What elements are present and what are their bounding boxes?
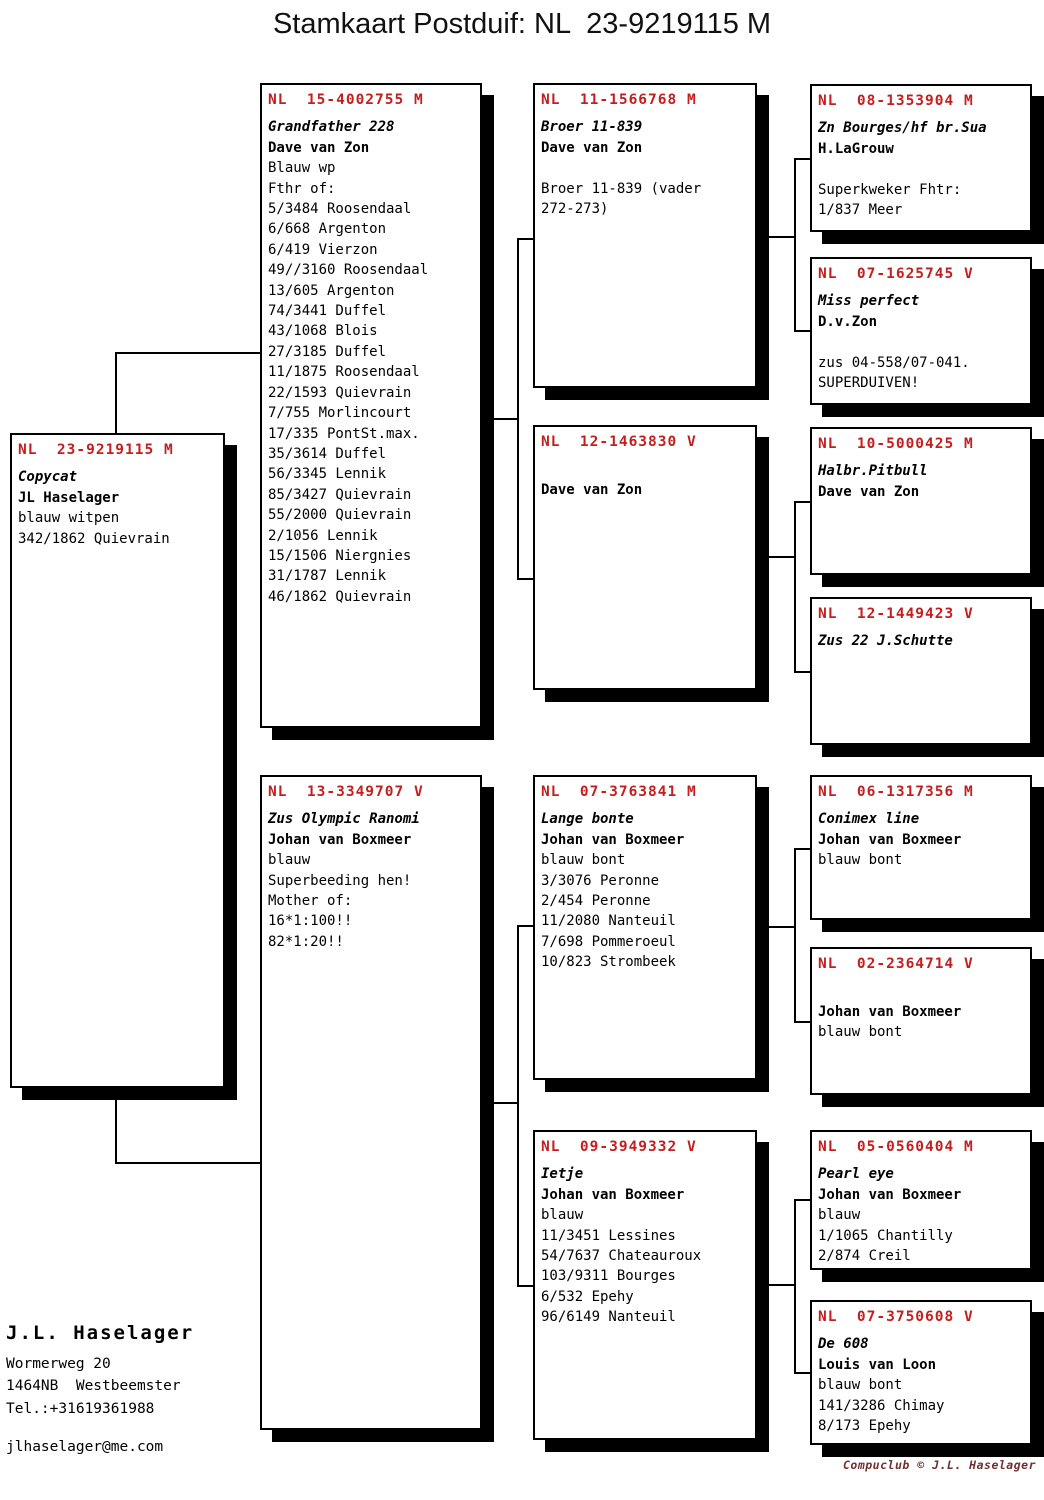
connector-line [794, 1199, 796, 1374]
fancier-name: Johan van Boxmeer [818, 831, 962, 848]
owner-email: jlhaselager@me.com [6, 1439, 164, 1455]
detail-line: 49//3160 Roosendaal [268, 262, 429, 279]
connector-line [794, 1372, 810, 1374]
connector-line [517, 925, 533, 927]
pedigree-box-greatgrandparent-1 [810, 84, 1032, 232]
detail-line: 1/837 Meer [818, 202, 903, 219]
pedigree-box-mother [260, 775, 482, 1430]
pigeon-name: Zus 22 J.Schutte [818, 633, 953, 650]
detail-line: 22/1593 Quievrain [268, 384, 412, 401]
detail-line: 2/874 Creil [818, 1248, 911, 1265]
detail-line: blauw [818, 1207, 861, 1224]
connector-line [517, 925, 519, 1287]
ring-number: NL 07-1625745 V [818, 266, 974, 282]
fancier-name: Dave van Zon [818, 483, 920, 500]
detail-line: 5/3484 Roosendaal [268, 201, 412, 218]
pigeon-name: Halbr.Pitbull [818, 463, 928, 480]
detail-line: Blauw wp [268, 160, 336, 177]
connector-line [794, 848, 796, 1023]
detail-line: blauw [268, 852, 311, 869]
pedigree-box-grandfather-maternal [533, 775, 757, 1080]
pigeon-details [541, 158, 749, 219]
detail-line: 27/3185 Duffel [268, 343, 387, 360]
pigeon-details [818, 1205, 1024, 1266]
connector-line [115, 352, 117, 435]
pedigree-box-subject [10, 433, 225, 1088]
ring-number: NL 07-3763841 M [541, 784, 697, 800]
ring-number: NL 12-1449423 V [818, 606, 974, 622]
pigeon-name: Copycat [18, 469, 78, 486]
owner-address-line: Wormerweg 20 [6, 1355, 111, 1372]
ring-number: NL 11-1566768 M [541, 92, 697, 108]
detail-line: Broer 11-839 (vader [541, 180, 702, 197]
connector-line [757, 926, 794, 928]
pigeon-details [18, 508, 217, 549]
connector-line [757, 236, 794, 238]
fancier-name: JL Haselager [18, 489, 120, 506]
detail-line: blauw bont [818, 852, 903, 869]
pedigree-box-grandmother-maternal [533, 1130, 757, 1440]
ring-number: NL 12-1463830 V [541, 434, 697, 450]
connector-line [115, 1162, 260, 1164]
ring-number: NL 09-3949332 V [541, 1139, 697, 1155]
detail-line: 55/2000 Quievrain [268, 507, 412, 524]
detail-line: zus 04-558/07-041. [818, 354, 970, 371]
pigeon-details [818, 332, 1024, 393]
detail-line: 17/335 PontSt.max. [268, 425, 420, 442]
pigeon-name: Lange bonte [541, 811, 634, 828]
detail-line [541, 158, 749, 178]
fancier-name: Johan van Boxmeer [268, 831, 412, 848]
connector-line [517, 578, 533, 580]
detail-line: 15/1506 Niergnies [268, 547, 412, 564]
connector-line [757, 1284, 794, 1286]
ring-number: NL 07-3750608 V [818, 1309, 974, 1325]
owner-block [6, 1322, 194, 1459]
connector-line [794, 1199, 810, 1201]
connector-line [115, 1088, 117, 1164]
pedigree-box-father [260, 83, 482, 728]
pigeon-details [268, 850, 474, 952]
pigeon-name: Miss perfect [818, 293, 920, 310]
pigeon-name [818, 981, 1024, 1001]
connector-line [482, 418, 517, 420]
detail-line: Superbeeding hen! [268, 872, 412, 889]
detail-line [818, 159, 1024, 179]
detail-line: 16*1:100!! [268, 913, 353, 930]
fancier-name: Dave van Zon [541, 481, 643, 498]
connector-line [794, 158, 796, 332]
detail-line: 141/3286 Chimay [818, 1397, 945, 1414]
pedigree-box-grandfather-paternal [533, 83, 757, 388]
pedigree-box-greatgrandparent-4 [810, 597, 1032, 745]
detail-line: 11/3451 Lessines [541, 1227, 676, 1244]
detail-line: 11/1875 Roosendaal [268, 364, 420, 381]
detail-line: 31/1787 Lennik [268, 568, 387, 585]
fancier-name: Johan van Boxmeer [818, 1186, 962, 1203]
detail-line: blauw bont [541, 852, 626, 869]
pigeon-details [541, 850, 749, 972]
pigeon-name: Zus Olympic Ranomi [268, 811, 420, 828]
pigeon-details [818, 1375, 1024, 1436]
detail-line: 10/823 Strombeek [541, 954, 676, 971]
ring-number: NL 02-2364714 V [818, 956, 974, 972]
ring-number: NL 13-3349707 V [268, 784, 424, 800]
pigeon-name: De 608 [818, 1336, 869, 1353]
detail-line: 13/605 Argenton [268, 282, 395, 299]
detail-line [818, 332, 1024, 352]
pigeon-name: Conimex line [818, 811, 920, 828]
ring-number: NL 05-0560404 M [818, 1139, 974, 1155]
connector-line [517, 1285, 533, 1287]
detail-line: blauw bont [818, 1024, 903, 1041]
detail-line: 54/7637 Chateauroux [541, 1248, 702, 1265]
detail-line: 74/3441 Duffel [268, 303, 387, 320]
pigeon-name [541, 459, 749, 479]
detail-line: 82*1:20!! [268, 933, 344, 950]
pigeon-details [818, 850, 1024, 870]
pedigree-box-greatgrandparent-5 [810, 775, 1032, 920]
detail-line: 103/9311 Bourges [541, 1268, 676, 1285]
fancier-name [818, 652, 1024, 672]
connector-line [482, 1102, 517, 1104]
detail-line: 7/698 Pommeroeul [541, 933, 676, 950]
fancier-name: D.v.Zon [818, 313, 878, 330]
connector-line [794, 1021, 810, 1023]
pedigree-box-greatgrandparent-2 [810, 257, 1032, 405]
page-title: Stamkaart Postduif: NL 23-9219115 M [272, 8, 772, 40]
ring-number: NL 15-4002755 M [268, 92, 424, 108]
detail-line: 85/3427 Quievrain [268, 486, 412, 503]
ring-number: NL 06-1317356 M [818, 784, 974, 800]
detail-line: 96/6149 Nanteuil [541, 1309, 676, 1326]
detail-line: blauw witpen [18, 510, 120, 527]
detail-line: Superkweker Fhtr: [818, 181, 962, 198]
detail-line: 2/454 Peronne [541, 893, 651, 910]
fancier-name: Johan van Boxmeer [818, 1003, 962, 1020]
pedigree-box-grandmother-paternal [533, 425, 757, 690]
detail-line: blauw bont [818, 1377, 903, 1394]
pigeon-name: Zn Bourges/hf br.Sua [818, 120, 987, 137]
pedigree-box-greatgrandparent-6 [810, 947, 1032, 1095]
owner-address-line: 1464NB Westbeemster [6, 1378, 181, 1394]
detail-line: SUPERDUIVEN! [818, 375, 920, 392]
pedigree-box-greatgrandparent-8 [810, 1300, 1032, 1445]
ring-number: NL 10-5000425 M [818, 436, 974, 452]
detail-line: 46/1862 Quievrain [268, 588, 412, 605]
detail-line: Fthr of: [268, 180, 336, 197]
ring-number: NL 08-1353904 M [818, 93, 974, 109]
detail-line: 7/755 Morlincourt [268, 405, 412, 422]
pigeon-details [541, 1205, 749, 1327]
pigeon-details [818, 1022, 1024, 1042]
detail-line: 272-273) [541, 201, 609, 218]
detail-line: 6/532 Epehy [541, 1288, 634, 1305]
detail-line: Mother of: [268, 893, 353, 910]
detail-line: 342/1862 Quievrain [18, 530, 170, 547]
pigeon-details [818, 159, 1024, 220]
fancier-name: H.LaGrouw [818, 140, 894, 157]
pedigree-box-greatgrandparent-3 [810, 427, 1032, 575]
connector-line [517, 238, 519, 580]
detail-line: 43/1068 Blois [268, 323, 378, 340]
pigeon-name: Grandfather 228 [268, 119, 395, 136]
detail-line: 1/1065 Chantilly [818, 1227, 953, 1244]
pigeon-details [268, 158, 474, 607]
detail-line: blauw [541, 1207, 584, 1224]
ring-number: NL 23-9219115 M [18, 442, 174, 458]
detail-line: 56/3345 Lennik [268, 466, 387, 483]
fancier-name: Johan van Boxmeer [541, 831, 685, 848]
detail-line: 3/3076 Peronne [541, 872, 660, 889]
detail-line: 11/2080 Nanteuil [541, 913, 676, 930]
detail-line: 6/419 Vierzon [268, 241, 378, 258]
fancier-name: Louis van Loon [818, 1356, 937, 1373]
connector-line [794, 501, 796, 673]
connector-line [794, 848, 810, 850]
owner-name: J.L. Haselager [6, 1322, 195, 1344]
detail-line: 6/668 Argenton [268, 221, 387, 238]
pigeon-name: Pearl eye [818, 1166, 894, 1183]
detail-line: 35/3614 Duffel [268, 445, 387, 462]
fancier-name: Dave van Zon [268, 139, 370, 156]
connector-line [794, 330, 810, 332]
connector-line [794, 501, 810, 503]
detail-line: 2/1056 Lennik [268, 527, 378, 544]
connector-line [115, 352, 260, 354]
connector-line [757, 556, 794, 558]
connector-line [517, 238, 533, 240]
fancier-name: Dave van Zon [541, 139, 643, 156]
pedigree-box-greatgrandparent-7 [810, 1130, 1032, 1270]
fancier-name: Johan van Boxmeer [541, 1186, 685, 1203]
footer-credit: Compuclub © J.L. Haselager [842, 1458, 1036, 1472]
pigeon-name: Broer 11-839 [541, 119, 643, 136]
connector-line [794, 158, 810, 160]
detail-line: 8/173 Epehy [818, 1418, 911, 1435]
owner-address-line: Tel.:+31619361988 [6, 1400, 155, 1417]
connector-line [794, 671, 810, 673]
pigeon-name: Ietje [541, 1166, 584, 1183]
